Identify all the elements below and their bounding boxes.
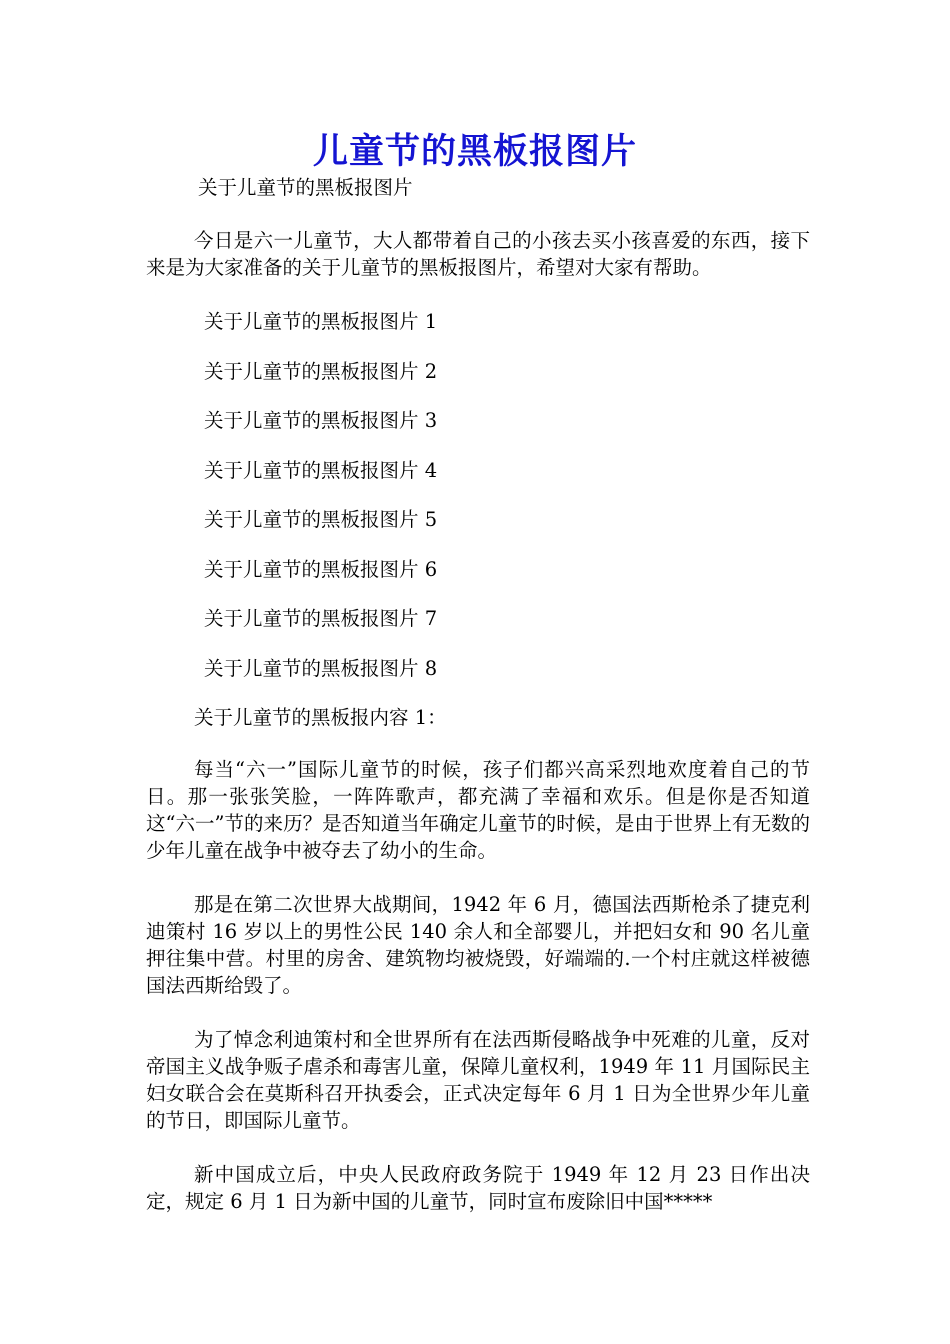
image-caption-8: 关于儿童节的黑板报图片 8 bbox=[204, 656, 438, 680]
intro-paragraph: 今日是六一儿童节，大人都带着自己的小孩去买小孩喜爱的东西，接下来是为大家准备的关于儿童节的黑板报图片，希望对大家有帮助。 bbox=[146, 229, 810, 279]
image-caption-1: 关于儿童节的黑板报图片 1 bbox=[204, 310, 438, 333]
image-caption-6: 关于儿童节的黑板报图片 6 bbox=[204, 557, 438, 581]
paragraph-origin: 每当“六一”国际儿童节的时候，孩子们都兴高采烈地欢度着自己的节日。那一张张笑脸，一阵阵歌声，都充满了幸福和欢乐。但是你是否知道这“六一”节的来历？是否知道当年确定儿童节的时候，是由于世界上有无数的少年儿童在战争中被夺去了幼小的生命。 bbox=[146, 758, 810, 862]
paragraph-decision: 为了悼念利迪策村和全世界所有在法西斯侵略战争中死难的儿童，反对帝国主义战争贩子虐杀和毒害儿童，保障儿童权利，1949 年 11 月国际民主妇女联合会在莫斯科召开执委会，正式决定每年 6 月 1 日为全世界少年儿童的节日，即国际儿童节。 bbox=[146, 1028, 810, 1132]
document-title: 儿童节的黑板报图片 bbox=[312, 131, 637, 172]
image-caption-3: 关于儿童节的黑板报图片 3 bbox=[204, 409, 438, 432]
document-subtitle: 关于儿童节的黑板报图片 bbox=[198, 176, 413, 199]
content-heading: 关于儿童节的黑板报内容 1： bbox=[194, 706, 447, 729]
paragraph-new-china: 新中国成立后，中央人民政府政务院于 1949 年 12 月 23 日作出决定，规定 6 月 1 日为新中国的儿童节，同时宣布废除旧中国***** bbox=[146, 1163, 810, 1213]
image-caption-2: 关于儿童节的黑板报图片 2 bbox=[204, 359, 438, 383]
document-body bbox=[146, 174, 810, 1242]
image-caption-4: 关于儿童节的黑板报图片 4 bbox=[204, 458, 438, 482]
image-caption-7: 关于儿童节的黑板报图片 7 bbox=[204, 607, 438, 630]
image-caption-5: 关于儿童节的黑板报图片 5 bbox=[204, 508, 438, 531]
paragraph-lidice: 那是在第二次世界大战期间，1942 年 6 月，德国法西斯枪杀了捷克利迪策村 16 岁以上的男性公民 140 余人和全部婴儿，并把妇女和 90 名儿童押往集中营。村里的房舍、建筑物均被烧毁，好端端的.一个村庄就这样被德国法西斯给毁了。 bbox=[146, 893, 810, 997]
